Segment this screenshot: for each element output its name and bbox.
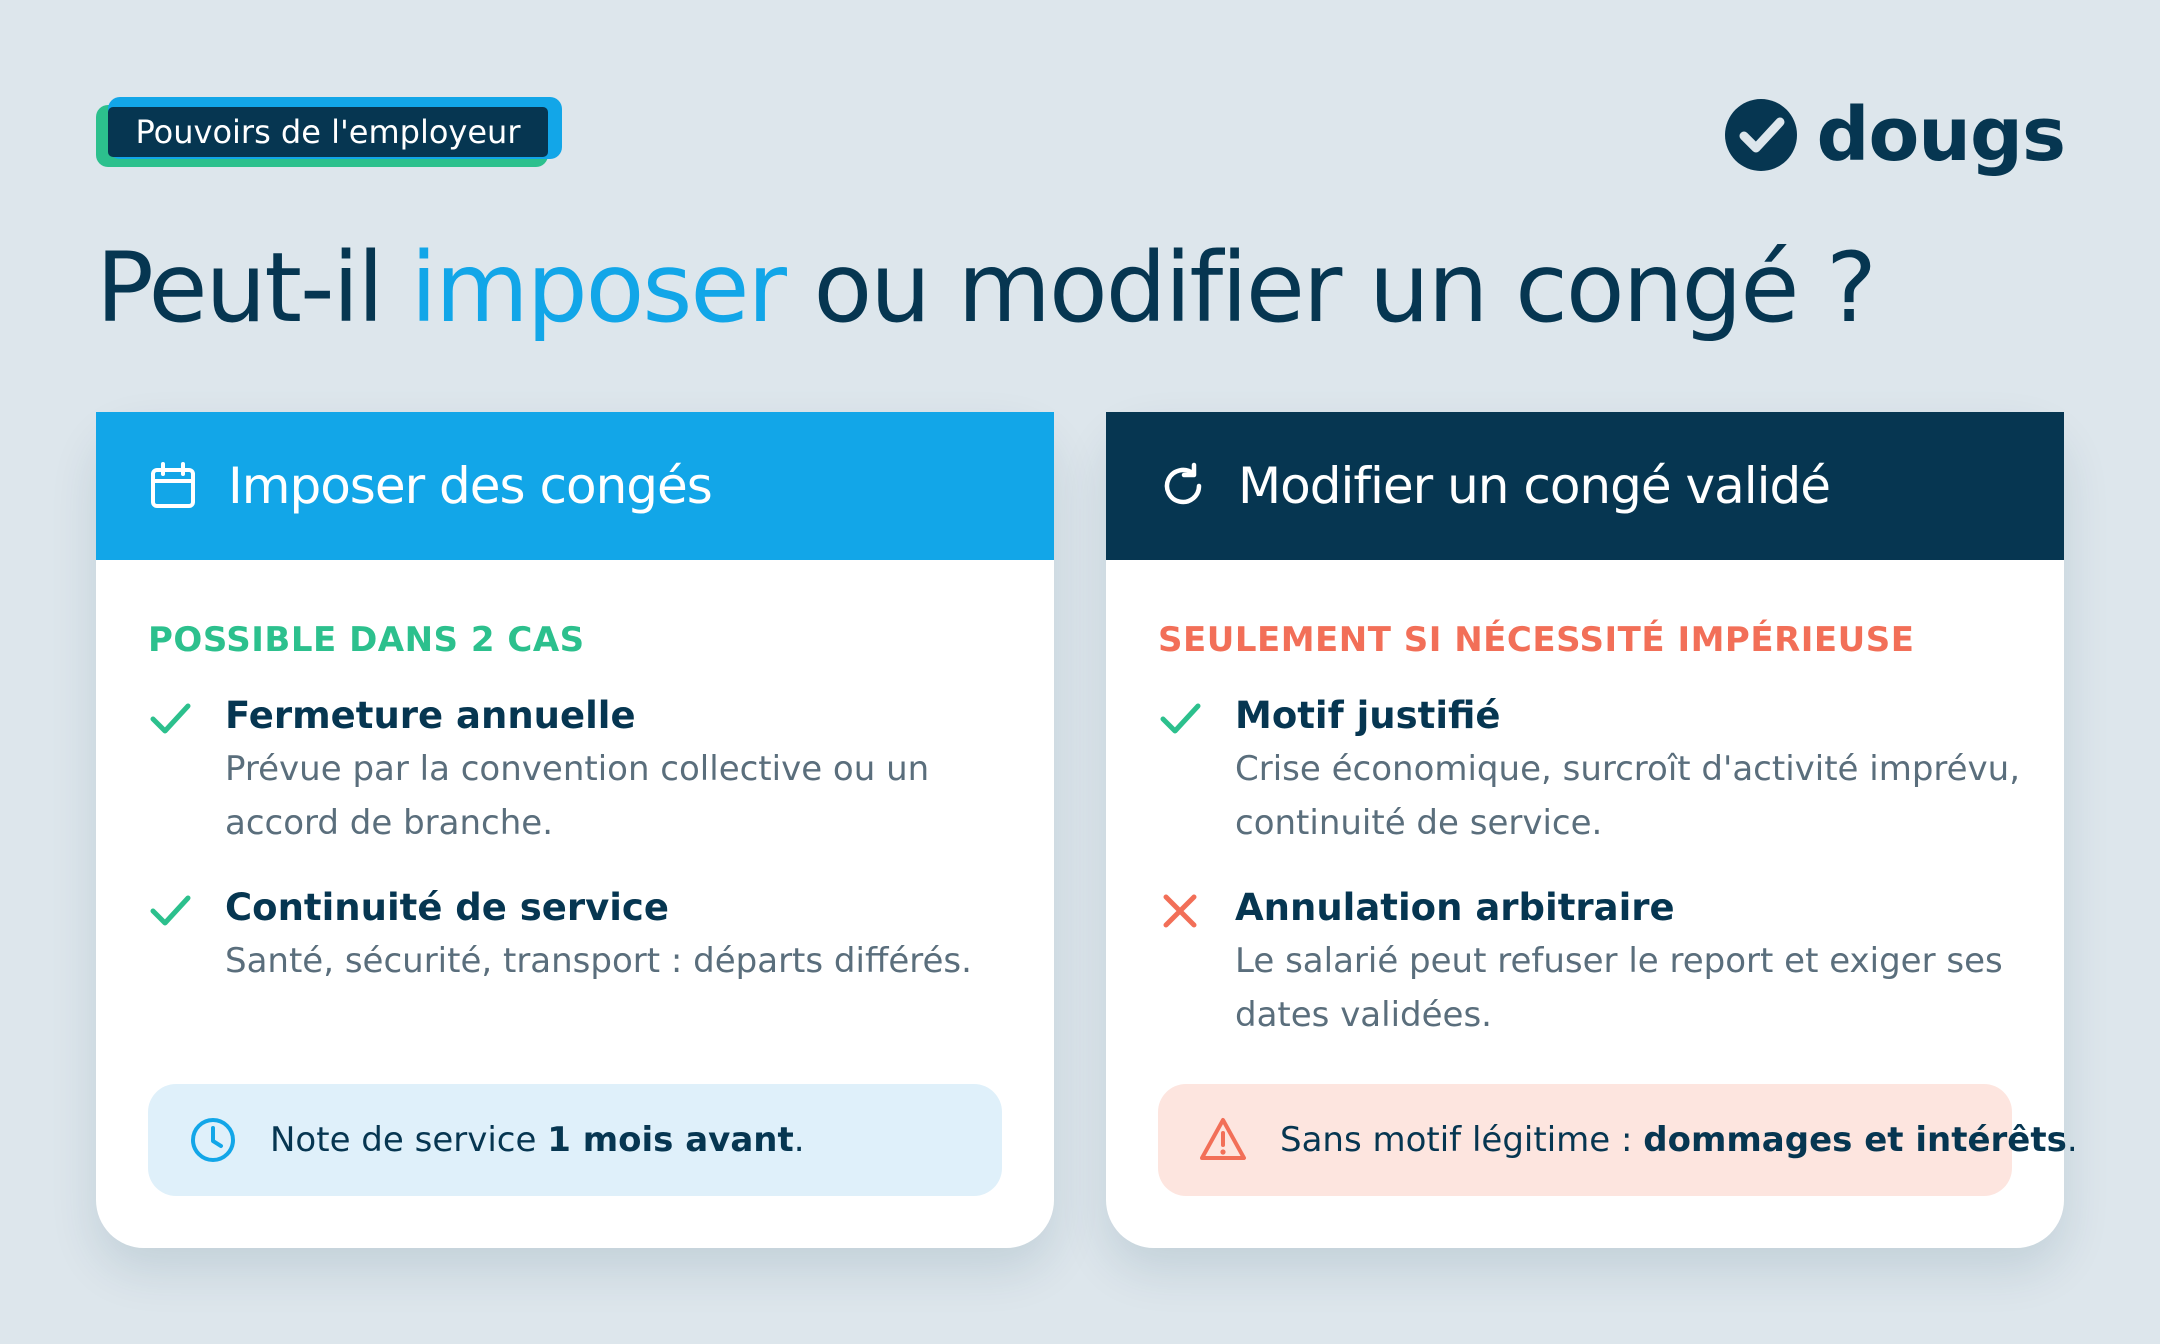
list-item (148, 882, 1002, 988)
tag-label: Pouvoirs de l'employeur (108, 107, 548, 157)
category-tag (96, 97, 562, 171)
item-title: Motif justifié (1235, 694, 1501, 737)
note-text-end: . (793, 1120, 805, 1160)
item-title: Fermeture annuelle (225, 694, 636, 737)
title-after: ou modifier un congé ? (784, 232, 1875, 344)
card-title: Imposer des congés (228, 457, 712, 515)
card-impose-leave (96, 412, 1054, 1248)
item-description: accord de branche. (225, 803, 554, 843)
note-text-end: . (2066, 1120, 2078, 1160)
note-text-start: Sans motif légitime : (1280, 1120, 1644, 1160)
calendar-icon (148, 461, 198, 511)
clock-icon (188, 1115, 238, 1165)
item-title: Annulation arbitraire (1235, 886, 1675, 929)
title-before: Peut-il (96, 232, 411, 344)
item-description: continuité de service. (1235, 803, 1603, 843)
title-highlight: imposer (410, 232, 785, 344)
item-list (1158, 690, 2021, 1042)
note-text-bold: dommages et intérêts (1643, 1120, 2067, 1160)
note-text-bold: 1 mois avant (547, 1120, 794, 1160)
item-description: dates validées. (1235, 995, 1492, 1035)
item-list (148, 690, 1002, 988)
item-description: Le salarié peut refuser le report et exiger ses (1235, 941, 2003, 981)
refresh-icon (1158, 461, 1208, 511)
card-subheading: SEULEMENT SI NÉCESSITÉ IMPÉRIEUSE (1158, 620, 1915, 660)
list-item (1158, 882, 2012, 1042)
card-modify-leave (1106, 412, 2078, 1248)
card-subheading: POSSIBLE DANS 2 CAS (148, 620, 585, 660)
card-title: Modifier un congé validé (1238, 457, 1831, 515)
card-header (1106, 412, 2064, 560)
check-circle-icon (1724, 98, 1798, 172)
warning-icon (1198, 1115, 1248, 1165)
check-icon (148, 696, 192, 740)
logo-text: dougs (1816, 92, 2065, 178)
brand-logo (1724, 92, 2065, 178)
item-description: Prévue par la convention collective ou un (225, 749, 930, 789)
warning-note (1158, 1084, 2078, 1196)
close-icon (1158, 888, 1202, 932)
info-note (148, 1084, 1002, 1196)
page-title (96, 233, 1875, 343)
note-text (1280, 1118, 2078, 1162)
card-header (96, 412, 1054, 560)
check-icon (148, 888, 192, 932)
item-title: Continuité de service (225, 886, 669, 929)
note-text-start: Note de service (270, 1120, 548, 1160)
list-item (1158, 690, 2021, 850)
check-icon (1158, 696, 1202, 740)
note-text (270, 1118, 805, 1162)
item-description: Santé, sécurité, transport : départs différés. (225, 941, 972, 981)
list-item (148, 690, 1002, 850)
item-description: Crise économique, surcroît d'activité imprévu, (1235, 749, 2021, 789)
